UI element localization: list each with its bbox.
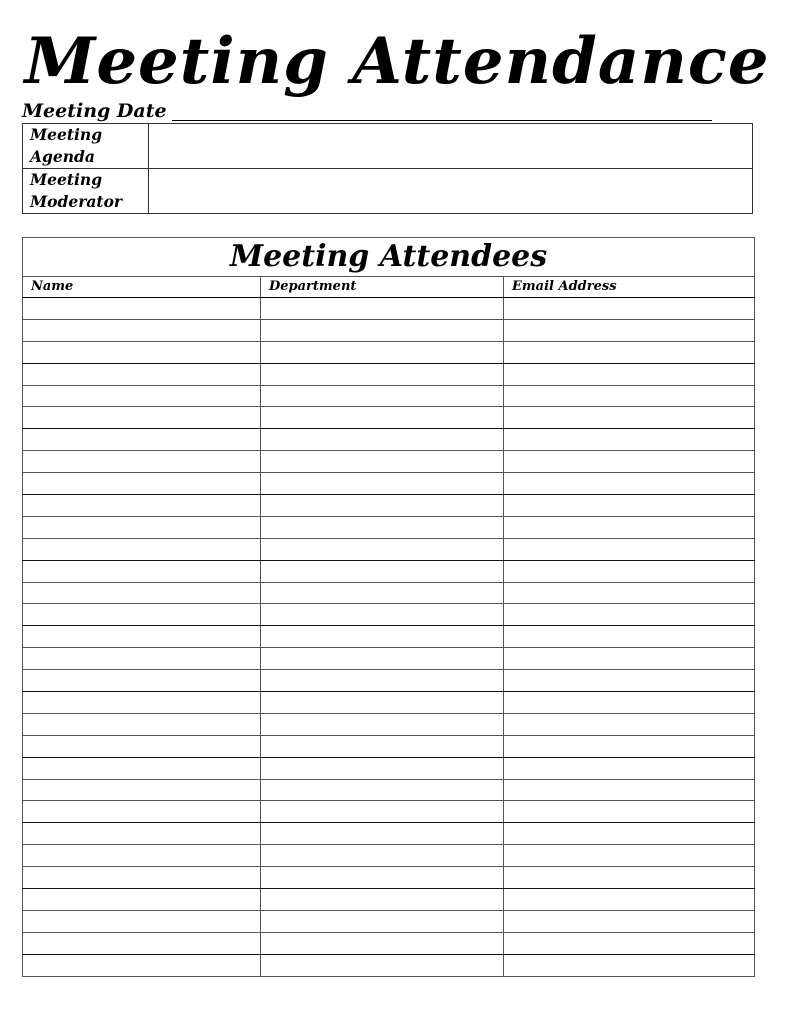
table-row [23,954,755,976]
department-cell[interactable] [261,604,504,626]
table-row [23,582,755,604]
agenda-label-line1: Meeting [30,125,103,144]
table-row [23,692,755,714]
table-row [23,538,755,560]
department-cell[interactable] [261,670,504,692]
email-cell[interactable] [504,954,755,976]
name-cell[interactable] [23,516,261,538]
name-cell[interactable] [23,385,261,407]
department-cell[interactable] [261,582,504,604]
department-cell[interactable] [261,845,504,867]
meeting-date-row [22,98,712,124]
email-cell[interactable] [504,516,755,538]
department-cell[interactable] [261,429,504,451]
email-cell[interactable] [504,429,755,451]
agenda-field[interactable] [149,124,753,169]
meeting-date-field[interactable] [172,120,712,121]
email-cell[interactable] [504,582,755,604]
department-cell[interactable] [261,801,504,823]
email-cell[interactable] [504,867,755,889]
email-cell[interactable] [504,385,755,407]
name-cell[interactable] [23,341,261,363]
department-cell[interactable] [261,560,504,582]
name-cell[interactable] [23,538,261,560]
department-cell[interactable] [261,407,504,429]
department-cell[interactable] [261,451,504,473]
department-cell[interactable] [261,779,504,801]
page-title: Meeting Attendance [24,24,770,99]
email-cell[interactable] [504,845,755,867]
department-cell[interactable] [261,757,504,779]
table-row [23,495,755,517]
email-cell[interactable] [504,495,755,517]
department-cell[interactable] [261,473,504,495]
name-cell[interactable] [23,626,261,648]
department-cell[interactable] [261,626,504,648]
table-row [23,801,755,823]
department-cell[interactable] [261,363,504,385]
department-cell[interactable] [261,713,504,735]
table-row [23,648,755,670]
name-cell[interactable] [23,319,261,341]
email-cell[interactable] [504,451,755,473]
attendees-body [23,298,755,977]
moderator-row [23,169,753,214]
name-cell[interactable] [23,845,261,867]
email-cell[interactable] [504,319,755,341]
name-cell[interactable] [23,604,261,626]
name-cell[interactable] [23,473,261,495]
department-cell[interactable] [261,889,504,911]
moderator-field[interactable] [149,169,753,214]
email-cell[interactable] [504,473,755,495]
email-cell[interactable] [504,670,755,692]
name-cell[interactable] [23,582,261,604]
table-row [23,735,755,757]
department-cell[interactable] [261,385,504,407]
department-cell[interactable] [261,932,504,954]
name-cell[interactable] [23,560,261,582]
email-cell[interactable] [504,363,755,385]
email-cell[interactable] [504,604,755,626]
name-cell[interactable] [23,954,261,976]
agenda-row [23,124,753,169]
email-cell[interactable] [504,407,755,429]
table-row [23,429,755,451]
department-cell[interactable] [261,954,504,976]
name-cell[interactable] [23,823,261,845]
meeting-info-table [22,123,753,214]
name-cell[interactable] [23,910,261,932]
table-row [23,823,755,845]
email-cell[interactable] [504,692,755,714]
table-row [23,298,755,320]
name-cell[interactable] [23,648,261,670]
email-cell[interactable] [504,735,755,757]
name-cell[interactable] [23,932,261,954]
email-cell[interactable] [504,757,755,779]
moderator-label-line2: Moderator [30,192,123,211]
department-cell[interactable] [261,538,504,560]
table-row [23,560,755,582]
department-cell[interactable] [261,341,504,363]
table-row [23,910,755,932]
email-cell[interactable] [504,626,755,648]
name-cell[interactable] [23,429,261,451]
department-cell[interactable] [261,298,504,320]
department-cell[interactable] [261,648,504,670]
department-cell[interactable] [261,910,504,932]
email-cell[interactable] [504,648,755,670]
column-header-name: Name [23,277,261,298]
column-header-email: Email Address [504,277,755,298]
name-cell[interactable] [23,670,261,692]
department-cell[interactable] [261,516,504,538]
table-row [23,932,755,954]
name-cell[interactable] [23,867,261,889]
moderator-label-line1: Meeting [30,170,103,189]
email-cell[interactable] [504,823,755,845]
name-cell[interactable] [23,363,261,385]
name-cell[interactable] [23,495,261,517]
table-row [23,385,755,407]
table-row [23,473,755,495]
table-row [23,757,755,779]
name-cell[interactable] [23,757,261,779]
name-cell[interactable] [23,779,261,801]
name-cell[interactable] [23,692,261,714]
meeting-date-label: Meeting Date [22,100,167,122]
department-cell[interactable] [261,319,504,341]
email-cell[interactable] [504,889,755,911]
agenda-label [23,124,149,169]
name-cell[interactable] [23,801,261,823]
email-cell[interactable] [504,932,755,954]
email-cell[interactable] [504,801,755,823]
moderator-label [23,169,149,214]
email-cell[interactable] [504,560,755,582]
table-row [23,713,755,735]
email-cell[interactable] [504,341,755,363]
agenda-label-line2: Agenda [30,147,95,166]
table-row [23,670,755,692]
email-cell[interactable] [504,910,755,932]
table-row [23,779,755,801]
email-cell[interactable] [504,538,755,560]
department-cell[interactable] [261,735,504,757]
department-cell[interactable] [261,823,504,845]
table-row [23,407,755,429]
name-cell[interactable] [23,451,261,473]
email-cell[interactable] [504,713,755,735]
table-row [23,604,755,626]
table-row [23,319,755,341]
name-cell[interactable] [23,713,261,735]
email-cell[interactable] [504,298,755,320]
department-cell[interactable] [261,867,504,889]
name-cell[interactable] [23,407,261,429]
table-row [23,867,755,889]
table-row [23,363,755,385]
table-row [23,626,755,648]
table-row [23,889,755,911]
table-row [23,451,755,473]
attendees-title: Meeting Attendees [23,238,755,277]
attendees-table [22,237,755,977]
department-cell[interactable] [261,692,504,714]
name-cell[interactable] [23,298,261,320]
name-cell[interactable] [23,735,261,757]
name-cell[interactable] [23,889,261,911]
table-row [23,341,755,363]
email-cell[interactable] [504,779,755,801]
column-header-department: Department [261,277,504,298]
table-row [23,516,755,538]
department-cell[interactable] [261,495,504,517]
table-row [23,845,755,867]
